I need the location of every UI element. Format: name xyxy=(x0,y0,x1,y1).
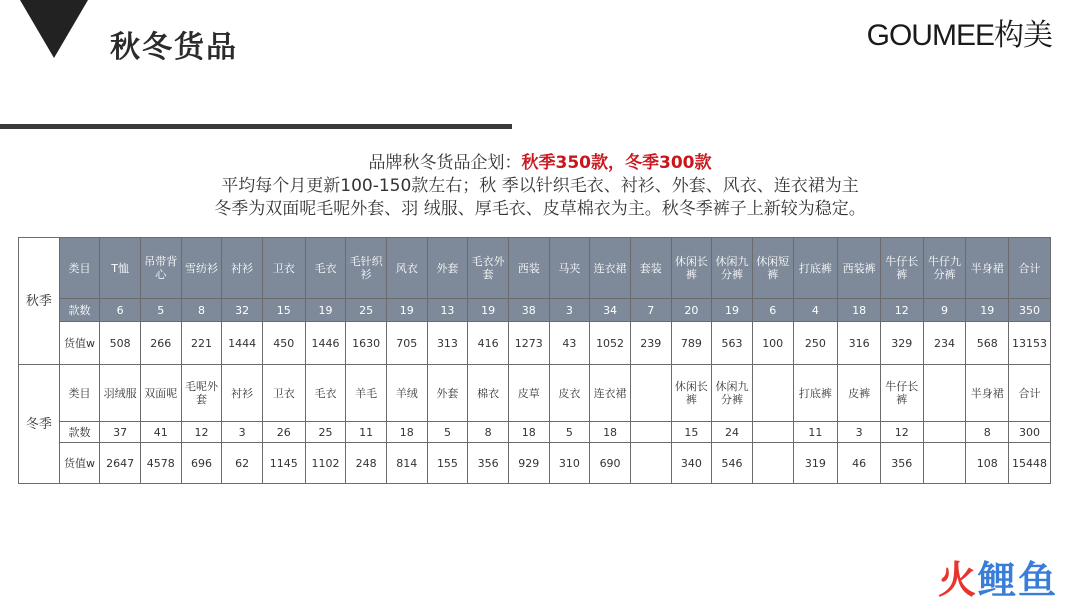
winter-categories-cell: 衬衫 xyxy=(222,365,263,422)
autumn-categories-cell: 牛仔长裤 xyxy=(880,238,923,299)
winter-categories-cell: 外套 xyxy=(427,365,468,422)
autumn-categories-cell: 牛仔九分裤 xyxy=(923,238,966,299)
autumn-values-cell: 221 xyxy=(181,322,222,365)
winter-categories-cell: 毛衣 xyxy=(305,365,346,422)
winter-counts-cell xyxy=(630,422,671,443)
winter-categories-cell: 皮衣 xyxy=(549,365,590,422)
autumn-values-cell: 234 xyxy=(923,322,966,365)
winter-values-cell: 929 xyxy=(508,443,549,484)
autumn-categories-cell: 毛针织衫 xyxy=(346,238,387,299)
winter-categories-cell: 打底裤 xyxy=(793,365,838,422)
winter-categories-cell: 合计 xyxy=(1009,365,1051,422)
winter-values-cell: 2647 xyxy=(100,443,141,484)
winter-counts-cell: 24 xyxy=(712,422,753,443)
winter-categories-cell: 双面呢 xyxy=(140,365,181,422)
autumn-values-cell: 1052 xyxy=(590,322,631,365)
winter-counts-cell: 3 xyxy=(838,422,881,443)
autumn-categories-cell: 毛衣外套 xyxy=(468,238,509,299)
autumn-counts-cell: 32 xyxy=(222,299,263,322)
winter-counts-cell: 18 xyxy=(590,422,631,443)
autumn-values-cell: 450 xyxy=(262,322,305,365)
winter-values-cell: 15448 xyxy=(1009,443,1051,484)
winter-values-cell: 46 xyxy=(838,443,881,484)
autumn-categories-row xyxy=(19,238,1051,299)
autumn-categories-cell: 雪纺衫 xyxy=(181,238,222,299)
winter-values-cell: 319 xyxy=(793,443,838,484)
winter-counts-cell: 11 xyxy=(793,422,838,443)
winter-counts-cell: 18 xyxy=(386,422,427,443)
autumn-counts-cell: 350 xyxy=(1009,299,1051,322)
watermark-logo xyxy=(938,549,1058,604)
autumn-categories-cell: T恤 xyxy=(100,238,141,299)
winter-values-cell: 696 xyxy=(181,443,222,484)
autumn-counts-cell: 18 xyxy=(838,299,881,322)
winter-values-cell: 356 xyxy=(468,443,509,484)
winter-categories-cell: 棉衣 xyxy=(468,365,509,422)
autumn-values-cell: 1444 xyxy=(222,322,263,365)
autumn-categories-cell: 西装裤 xyxy=(838,238,881,299)
autumn-counts-cell: 15 xyxy=(262,299,305,322)
autumn-categories-cell: 西装 xyxy=(508,238,549,299)
winter-categories-cell: 毛呢外套 xyxy=(181,365,222,422)
winter-values-cell: 62 xyxy=(222,443,263,484)
autumn-categories-cell: 马夹 xyxy=(549,238,590,299)
winter-counts-row xyxy=(19,422,1051,443)
autumn-season-label: 秋季 xyxy=(19,238,60,365)
page-title: 秋冬货品 xyxy=(110,30,238,65)
autumn-values-cell: 1630 xyxy=(346,322,387,365)
winter-counts-cell: 12 xyxy=(880,422,923,443)
intro-line-1-prefix: 品牌秋冬货品企划： xyxy=(368,153,522,173)
winter-categories-cell xyxy=(923,365,966,422)
autumn-counts-cell: 25 xyxy=(346,299,387,322)
autumn-counts-cell: 19 xyxy=(386,299,427,322)
autumn-values-cell: 329 xyxy=(880,322,923,365)
autumn-counts-cell: 38 xyxy=(508,299,549,322)
autumn-values-cell: 316 xyxy=(838,322,881,365)
winter-values-cell xyxy=(752,443,793,484)
autumn-categories-cell: 毛衣 xyxy=(305,238,346,299)
autumn-counts-cell: 8 xyxy=(181,299,222,322)
winter-counts-cell: 41 xyxy=(140,422,181,443)
autumn-categories-cell: 衬衫 xyxy=(222,238,263,299)
autumn-values-cell: 563 xyxy=(712,322,753,365)
autumn-categories-cell: 套装 xyxy=(630,238,671,299)
autumn-categories-cell: 休闲长裤 xyxy=(671,238,712,299)
autumn-categories-cell: 休闲九分裤 xyxy=(712,238,753,299)
winter-categories-row xyxy=(19,365,1051,422)
winter-counts-cell: 11 xyxy=(346,422,387,443)
autumn-counts-cell: 7 xyxy=(630,299,671,322)
winter-categories-cell: 连衣裙 xyxy=(590,365,631,422)
winter-categories-cell: 羽绒服 xyxy=(100,365,141,422)
winter-counts-cell: 26 xyxy=(262,422,305,443)
autumn-values-cell: 239 xyxy=(630,322,671,365)
autumn-counts-cell: 19 xyxy=(305,299,346,322)
winter-season-label: 冬季 xyxy=(19,365,60,484)
winter-counts-cell: 25 xyxy=(305,422,346,443)
winter-values-cell xyxy=(923,443,966,484)
winter-values-cell: 546 xyxy=(712,443,753,484)
winter-counts-cell xyxy=(752,422,793,443)
intro-line-1-highlight: 秋季350款，冬季300款 xyxy=(521,153,712,173)
autumn-categories-cell: 半身裙 xyxy=(966,238,1009,299)
intro-line-2: 平均每个月更新100-150款左右；秋 季以针织毛衣、衬衫、外套、风衣、连衣裙为主 xyxy=(221,176,859,196)
autumn-counts-cell: 9 xyxy=(923,299,966,322)
winter-categories-cell: 牛仔长裤 xyxy=(880,365,923,422)
autumn-categories-cell: 卫衣 xyxy=(262,238,305,299)
autumn-counts-cell: 20 xyxy=(671,299,712,322)
winter-values-label: 货值w xyxy=(59,443,100,484)
winter-categories-cell: 卫衣 xyxy=(262,365,305,422)
autumn-counts-cell: 5 xyxy=(140,299,181,322)
winter-values-row xyxy=(19,443,1051,484)
winter-counts-cell: 300 xyxy=(1009,422,1051,443)
winter-values-cell: 248 xyxy=(346,443,387,484)
winter-counts-cell: 37 xyxy=(100,422,141,443)
autumn-categories-cell: 吊带背心 xyxy=(140,238,181,299)
autumn-counts-cell: 6 xyxy=(752,299,793,322)
watermark-char-2: 鲤 xyxy=(977,558,1018,602)
intro-line-3: 冬季为双面呢毛呢外套、羽 绒服、厚毛衣、皮草棉衣为主。秋冬季裤子上新较为稳定。 xyxy=(214,199,866,219)
winter-counts-cell: 5 xyxy=(549,422,590,443)
autumn-counts-cell: 34 xyxy=(590,299,631,322)
autumn-categories-cell: 合计 xyxy=(1009,238,1051,299)
winter-categories-cell: 休闲九分裤 xyxy=(712,365,753,422)
winter-values-cell: 1145 xyxy=(262,443,305,484)
winter-values-cell: 356 xyxy=(880,443,923,484)
winter-counts-cell: 3 xyxy=(222,422,263,443)
autumn-counts-cell: 13 xyxy=(427,299,468,322)
autumn-categories-cell: 风衣 xyxy=(386,238,427,299)
autumn-values-label: 货值w xyxy=(59,322,100,365)
autumn-categories-cell: 连衣裙 xyxy=(590,238,631,299)
winter-categories-cell: 半身裙 xyxy=(966,365,1009,422)
goods-plan-table xyxy=(18,237,1051,484)
winter-values-cell: 4578 xyxy=(140,443,181,484)
winter-categories-cell: 皮裤 xyxy=(838,365,881,422)
winter-categories-cell: 休闲长裤 xyxy=(671,365,712,422)
autumn-values-cell: 1273 xyxy=(508,322,549,365)
autumn-counts-cell: 19 xyxy=(468,299,509,322)
autumn-counts-row xyxy=(19,299,1051,322)
winter-values-cell: 340 xyxy=(671,443,712,484)
autumn-categories-label: 类目 xyxy=(59,238,100,299)
winter-categories-cell: 羊毛 xyxy=(346,365,387,422)
autumn-values-cell: 100 xyxy=(752,322,793,365)
autumn-categories-cell: 外套 xyxy=(427,238,468,299)
autumn-counts-cell: 6 xyxy=(100,299,141,322)
autumn-values-cell: 313 xyxy=(427,322,468,365)
autumn-values-cell: 789 xyxy=(671,322,712,365)
winter-counts-label: 款数 xyxy=(59,422,100,443)
winter-categories-cell xyxy=(630,365,671,422)
autumn-values-cell: 416 xyxy=(468,322,509,365)
winter-categories-cell xyxy=(752,365,793,422)
winter-counts-cell: 18 xyxy=(508,422,549,443)
winter-counts-cell xyxy=(923,422,966,443)
autumn-values-cell: 250 xyxy=(793,322,838,365)
winter-values-cell: 108 xyxy=(966,443,1009,484)
autumn-counts-cell: 19 xyxy=(712,299,753,322)
winter-counts-cell: 15 xyxy=(671,422,712,443)
autumn-values-cell: 1446 xyxy=(305,322,346,365)
autumn-values-cell: 266 xyxy=(140,322,181,365)
watermark-char-3: 鱼 xyxy=(1017,558,1058,602)
winter-counts-cell: 5 xyxy=(427,422,468,443)
winter-counts-cell: 8 xyxy=(966,422,1009,443)
intro-line-1 xyxy=(0,152,1080,175)
winter-categories-cell: 皮草 xyxy=(508,365,549,422)
winter-values-cell: 155 xyxy=(427,443,468,484)
intro-text xyxy=(0,152,1080,221)
autumn-values-cell: 13153 xyxy=(1009,322,1051,365)
divider-rule xyxy=(0,124,512,129)
winter-values-cell xyxy=(630,443,671,484)
autumn-counts-cell: 19 xyxy=(966,299,1009,322)
autumn-values-cell: 568 xyxy=(966,322,1009,365)
winter-categories-cell: 羊绒 xyxy=(386,365,427,422)
autumn-counts-cell: 3 xyxy=(549,299,590,322)
autumn-counts-cell: 4 xyxy=(793,299,838,322)
winter-values-cell: 690 xyxy=(590,443,631,484)
corner-triangle-decoration xyxy=(20,0,88,58)
winter-counts-cell: 8 xyxy=(468,422,509,443)
autumn-categories-cell: 打底裤 xyxy=(793,238,838,299)
autumn-values-cell: 43 xyxy=(549,322,590,365)
autumn-counts-cell: 12 xyxy=(880,299,923,322)
autumn-values-cell: 508 xyxy=(100,322,141,365)
winter-values-cell: 1102 xyxy=(305,443,346,484)
brand-logo: GOUMEE构美 xyxy=(866,19,1052,52)
autumn-counts-label: 款数 xyxy=(59,299,100,322)
autumn-categories-cell: 休闲短裤 xyxy=(752,238,793,299)
autumn-values-row xyxy=(19,322,1051,365)
winter-values-cell: 814 xyxy=(386,443,427,484)
watermark-char-1: 火 xyxy=(937,558,978,602)
autumn-values-cell: 705 xyxy=(386,322,427,365)
winter-categories-label: 类目 xyxy=(59,365,100,422)
winter-values-cell: 310 xyxy=(549,443,590,484)
winter-counts-cell: 12 xyxy=(181,422,222,443)
